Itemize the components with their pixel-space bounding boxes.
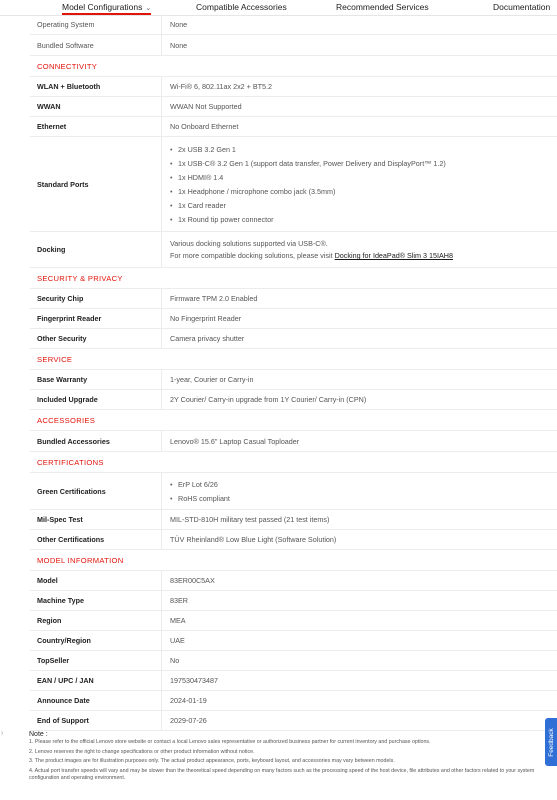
spec-value: Wi-Fi® 6, 802.11ax 2x2 + BT5.2 <box>170 82 273 91</box>
spec-value: None <box>170 40 188 50</box>
spec-key: End of Support <box>30 711 162 730</box>
spec-key: Green Certifications <box>30 473 162 509</box>
spec-value: WWAN Not Supported <box>170 102 242 111</box>
spec-value <box>162 137 557 231</box>
spec-key: Operating System <box>30 15 162 34</box>
section-certifications: CERTIFICATIONS <box>30 452 557 473</box>
list-item: • 1x Headphone / microphone combo jack (3.5mm) <box>170 187 557 196</box>
spec-key: Country/Region <box>30 631 162 650</box>
spec-key: Region <box>30 611 162 630</box>
spec-row-included-upgrade <box>30 390 557 410</box>
certifications-list <box>170 475 557 508</box>
spec-key: Machine Type <box>30 591 162 610</box>
tab-bar <box>0 0 557 16</box>
spec-key: Base Warranty <box>30 370 162 389</box>
docking-link[interactable]: Docking for IdeaPad® Slim 3 15IAH8 <box>334 251 453 260</box>
spec-key: Docking <box>30 232 162 267</box>
section-model-information: MODEL INFORMATION <box>30 550 557 571</box>
note-item: 2. Lenovo reserves the right to change specifications or other product information without notice. <box>29 748 255 755</box>
list-item: • 1x USB-C® 3.2 Gen 1 (support data transfer, Power Delivery and DisplayPort™ 1.2) <box>170 159 557 168</box>
spec-value: 83ER <box>170 596 188 605</box>
tab-recommended-services[interactable]: Recommended Services <box>336 2 429 12</box>
spec-row-model <box>30 571 557 591</box>
spec-row-topseller <box>30 651 557 671</box>
spec-value: 2029-07-26 <box>170 716 207 725</box>
spec-key: TopSeller <box>30 651 162 670</box>
section-service: SERVICE <box>30 349 557 370</box>
spec-key: Other Certifications <box>30 530 162 549</box>
tab-compatible-accessories[interactable]: Compatible Accessories <box>196 2 287 12</box>
spec-value: TÜV Rheinland® Low Blue Light (Software Solution) <box>170 535 337 544</box>
spec-value: 1-year, Courier or Carry-in <box>170 375 254 384</box>
list-item: • 1x HDMI® 1.4 <box>170 173 557 182</box>
spec-value: 2Y Courier/ Carry-in upgrade from 1Y Courier/ Carry-in (CPN) <box>170 395 367 404</box>
spec-value <box>162 473 557 509</box>
spec-value: MIL-STD-810H military test passed (21 test items) <box>170 515 330 524</box>
spec-value: No Fingerprint Reader <box>170 314 242 323</box>
note-item: 4. Actual port transfer speeds will vary and may be slower than the theoretical speed depending on many factors such as the processing speed of the host device, file attributes and other factors related to your system configuration and operating environment. <box>29 767 535 781</box>
notes-section <box>29 731 549 784</box>
spec-row-docking <box>30 232 557 268</box>
spec-row-other-security <box>30 329 557 349</box>
spec-value: UAE <box>170 636 185 645</box>
spec-row-base-warranty <box>30 370 557 390</box>
spec-value: 2024-01-19 <box>170 696 207 705</box>
tab-model-configurations[interactable] <box>62 2 151 15</box>
list-item: • RoHS compliant <box>170 494 557 503</box>
spec-key: EAN / UPC / JAN <box>30 671 162 690</box>
spec-row-mil-spec <box>30 510 557 530</box>
spec-row-machine-type <box>30 591 557 611</box>
spec-row-other-certifications <box>30 530 557 550</box>
spec-row-fingerprint <box>30 309 557 329</box>
spec-row-wlan <box>30 77 557 97</box>
spec-row-region <box>30 611 557 631</box>
spec-key: WWAN <box>30 97 162 116</box>
list-item: • 2x USB 3.2 Gen 1 <box>170 145 557 154</box>
spec-key: Other Security <box>30 329 162 348</box>
spec-table <box>30 15 557 731</box>
ports-list <box>170 140 557 229</box>
chevron-down-icon: ⌄ <box>145 5 152 12</box>
spec-key: Announce Date <box>30 691 162 710</box>
spec-row-bundled-software <box>30 35 557 56</box>
spec-key: Mil-Spec Test <box>30 510 162 529</box>
spec-row-green-certifications <box>30 473 557 510</box>
tab-label: Model Configurations <box>62 2 143 12</box>
spec-value: None <box>170 20 188 29</box>
spec-key: Security Chip <box>30 289 162 308</box>
spec-key: Model <box>30 571 162 590</box>
list-item: • 1x Card reader <box>170 201 557 210</box>
spec-key: Fingerprint Reader <box>30 309 162 328</box>
spec-value <box>162 232 557 267</box>
spec-key: Bundled Software <box>30 35 162 55</box>
spec-row-end-of-support <box>30 711 557 731</box>
spec-row-standard-ports <box>30 137 557 232</box>
docking-line-1: Various docking solutions supported via USB-C®. <box>170 239 328 248</box>
spec-row-bundled-accessories <box>30 431 557 452</box>
spec-row-country-region <box>30 631 557 651</box>
spec-value: Camera privacy shutter <box>170 334 245 343</box>
spec-value: 83ER00C5AX <box>170 576 215 585</box>
spec-value: MEA <box>170 616 186 625</box>
docking-prefix: For more compatible docking solutions, please visit <box>170 251 335 260</box>
spec-row-security-chip <box>30 289 557 309</box>
spec-key: Standard Ports <box>30 137 162 231</box>
spec-row-ethernet <box>30 117 557 137</box>
spec-value: Lenovo® 15.6" Laptop Casual Toploader <box>170 436 300 446</box>
list-item: • ErP Lot 6/26 <box>170 480 557 489</box>
section-accessories: ACCESSORIES <box>30 410 557 431</box>
tab-documentation[interactable]: Documentation <box>493 2 551 12</box>
spec-key: Bundled Accessories <box>30 431 162 451</box>
spec-value: Firmware TPM 2.0 Enabled <box>170 294 258 303</box>
feedback-label: Feedback <box>547 727 555 757</box>
note-item: 3. The product images are for illustration purposes only. The actual product appearance, ports, keyboard layout, and accessories may vary between models. <box>29 758 395 764</box>
notes-title: Note : <box>29 731 48 738</box>
spec-key: Included Upgrade <box>30 390 162 409</box>
collapse-marker-icon: › <box>1 730 4 737</box>
note-item: 1. Please refer to the official Lenovo store website or contact a local Lenovo sales representative or authorized business partner for current inventory and purchase options. <box>29 739 431 745</box>
feedback-button[interactable] <box>545 718 557 766</box>
spec-row-operating-system <box>30 15 557 35</box>
spec-row-wwan <box>30 97 557 117</box>
spec-key: Ethernet <box>30 117 162 136</box>
spec-value: No <box>170 656 180 665</box>
docking-line-2 <box>170 251 557 260</box>
spec-value: 197530473487 <box>170 676 218 685</box>
spec-row-ean <box>30 671 557 691</box>
section-connectivity: CONNECTIVITY <box>30 56 557 77</box>
spec-value: No Onboard Ethernet <box>170 122 239 131</box>
list-item: • 1x Round tip power connector <box>170 215 557 224</box>
spec-row-announce-date <box>30 691 557 711</box>
spec-key: WLAN + Bluetooth <box>30 77 162 96</box>
section-security: SECURITY & PRIVACY <box>30 268 557 289</box>
